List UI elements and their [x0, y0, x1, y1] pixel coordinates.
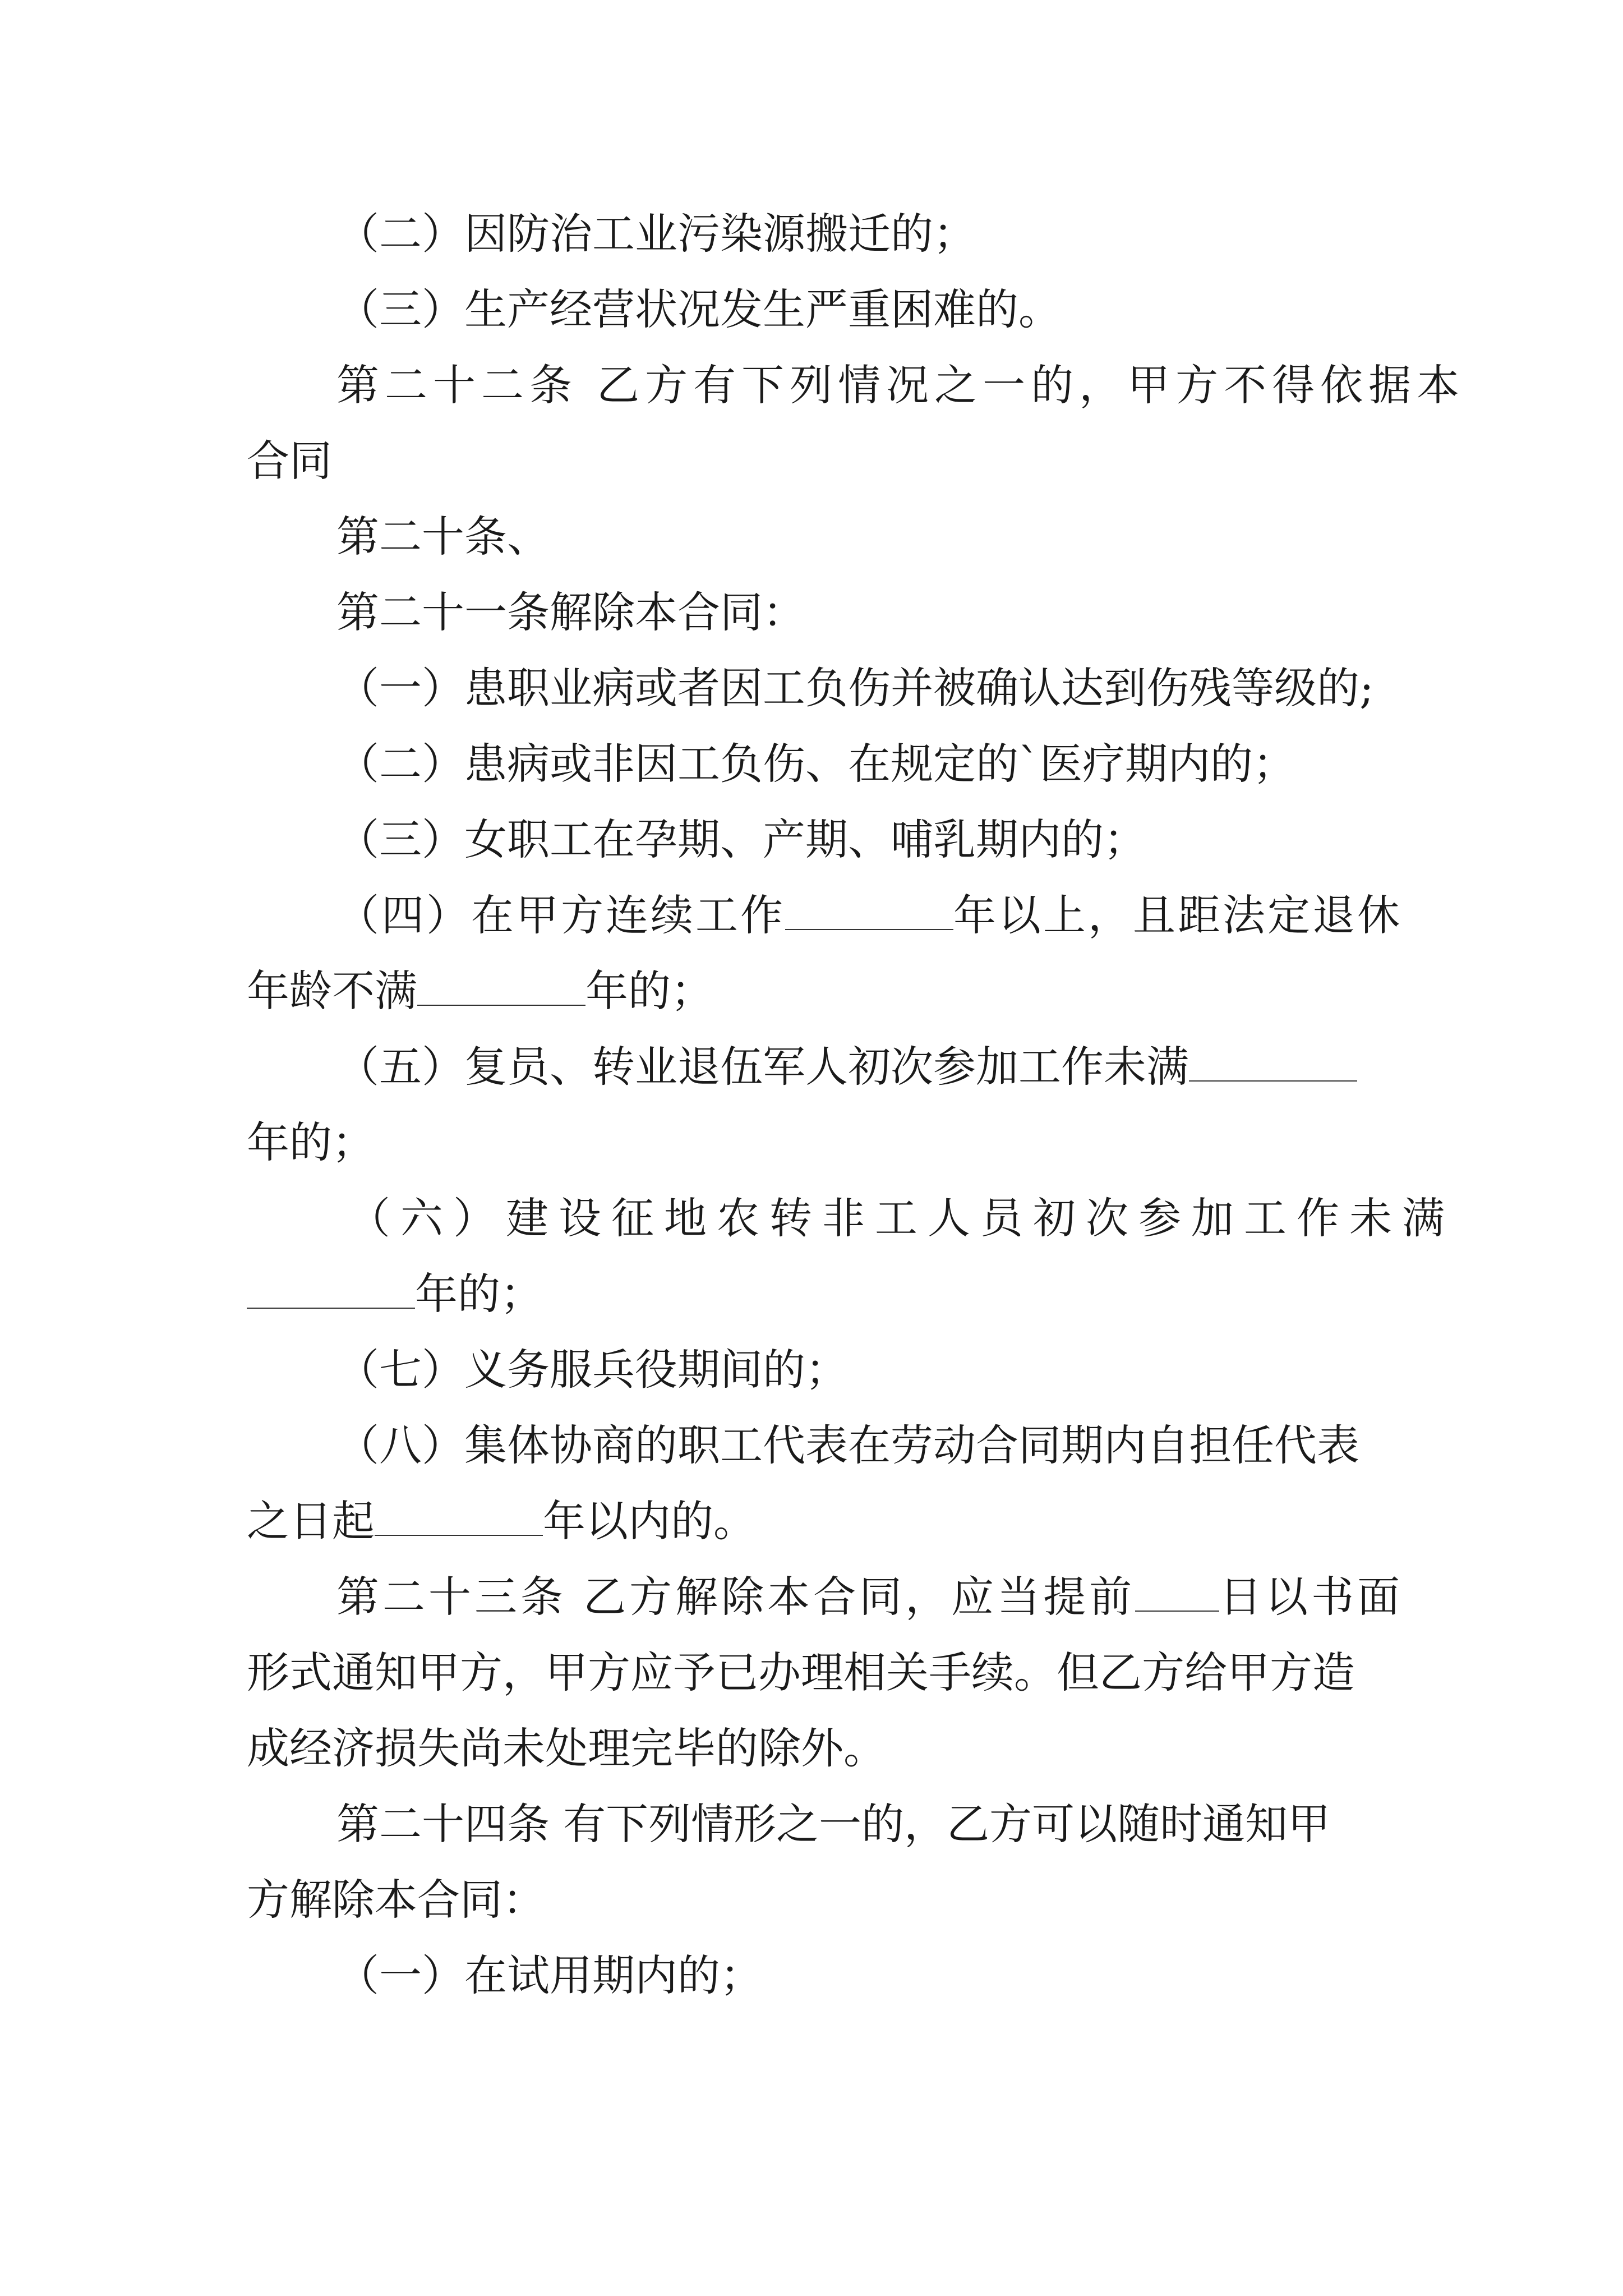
- clause-item-8-worker-representative: （八）集体协商的职工代表在劳动合同期内自担任代表: [336, 1420, 1359, 1470]
- clause-item-4-continuation: 年龄不满 年的；: [247, 966, 713, 1016]
- article-22-continuation: 合同: [247, 436, 332, 486]
- clause-item-1-probation: （一）在试用期内的；: [336, 1950, 763, 2000]
- clause-item-2-medical-period: （二）患病或非因工负伤、在规定的`医疗期内的；: [336, 739, 1295, 789]
- clause-item-3-difficulty: （三）生产经营状况发生严重困难的。: [336, 284, 1061, 334]
- article-24-continuation: 方解除本合同：: [247, 1875, 545, 1925]
- fill-in-blank[interactable]: [417, 970, 585, 1006]
- clause-item-2-relocation: （二）因防治工业污染源搬迁的；: [336, 209, 976, 259]
- fill-in-blank[interactable]: [247, 1273, 415, 1309]
- clause-item-4-continuous-work: （四）在甲方连续工作 年以上，且距法定退休: [336, 890, 1402, 940]
- fill-in-blank[interactable]: [375, 1500, 543, 1536]
- article-24-heading: 第二十四条 有下列情形之一的，乙方可以随时通知甲: [336, 1799, 1331, 1849]
- clause-item-1-occupational-disease: （一）患职业病或者因工负伤并被确认达到伤残等级的;: [336, 663, 1374, 713]
- clause-item-5-veterans: （五）复员、转业退伍军人初次参加工作未满: [0, 1042, 1623, 1092]
- fill-in-blank[interactable]: [1189, 1046, 1357, 1082]
- clause-item-8-continuation: 之日起 年以内的。: [247, 1496, 756, 1546]
- fill-in-blank[interactable]: [1135, 1576, 1219, 1612]
- article-23-continuation-1: 形式通知甲方，甲方应予已办理相关手续。但乙方给甲方造: [247, 1648, 1355, 1697]
- clause-item-3-pregnancy: （三）女职工在孕期、产期、哺乳期内的；: [336, 815, 1146, 864]
- article-23-continuation-2: 成经济损失尚未处理完毕的除外。: [247, 1723, 886, 1773]
- clause-item-5-continuation: 年的；: [247, 1117, 375, 1167]
- article-20-reference: 第二十条、: [336, 512, 550, 562]
- clause-item-6-continuation: 年的；: [0, 1269, 1623, 1319]
- clause-item-7-military-service: （七）义务服兵役期间的；: [336, 1345, 848, 1395]
- article-23-heading: 第二十三条 乙方解除本合同，应当提前 日以书面: [336, 1572, 1404, 1622]
- clause-item-6-land-acquisition: （六）建设征地农转非工人员初次参加工作未满: [348, 1193, 1455, 1243]
- article-22-heading: 第二十二条 乙方有下列情况之一的，甲方不得依据本: [336, 360, 1465, 410]
- fill-in-blank[interactable]: [785, 894, 953, 930]
- article-21-reference: 第二十一条解除本合同：: [336, 587, 805, 637]
